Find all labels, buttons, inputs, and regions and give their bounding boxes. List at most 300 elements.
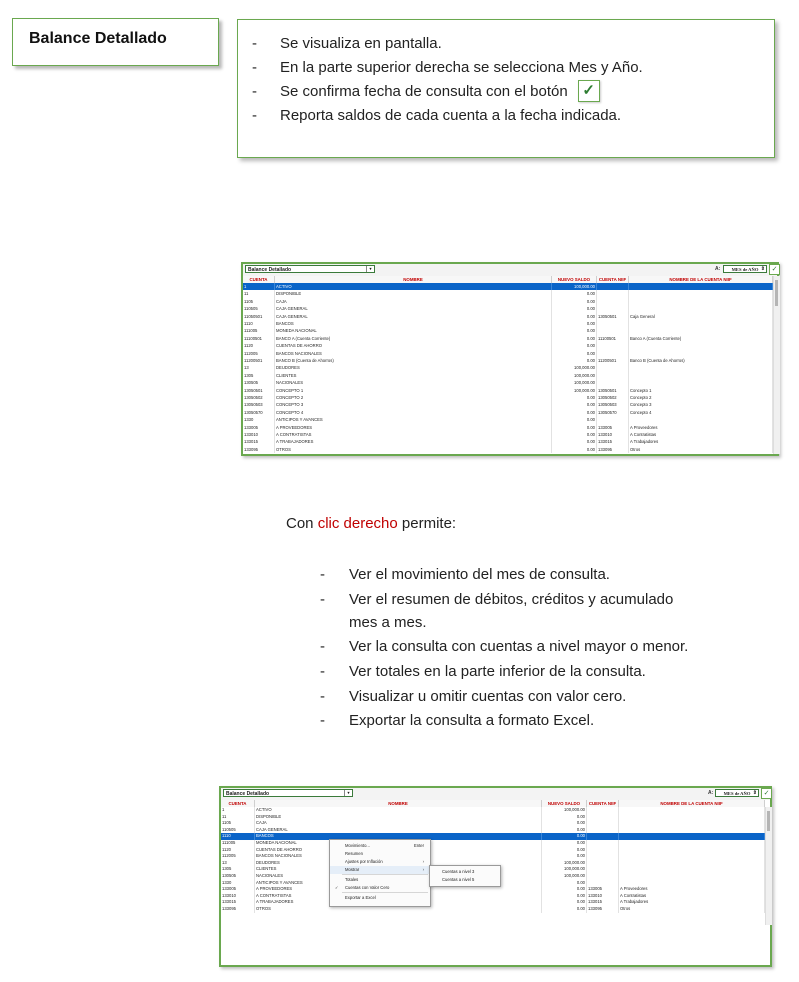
table-cell: A Proveedores [629, 424, 773, 431]
table-cell: 100,000.00 [542, 873, 587, 880]
table-cell: A CONTRATISTAS [255, 893, 542, 900]
table-row[interactable] [243, 357, 773, 364]
table-row[interactable] [221, 820, 765, 827]
item-text: mes a mes. [349, 614, 427, 631]
column-header[interactable]: CUENTA [243, 276, 275, 283]
month-year-field[interactable] [715, 789, 759, 797]
table-cell: 0.00 [552, 335, 597, 342]
table-cell: 0.00 [542, 880, 587, 887]
table-cell: ANTICIPOS Y AVANCES [275, 416, 552, 423]
context-menu-item[interactable] [330, 842, 430, 850]
table-cell: 100,000.00 [552, 379, 597, 386]
table-row[interactable] [243, 283, 773, 290]
date-label: A: [708, 790, 714, 796]
table-cell: Banco B (Cuenta de Ahorros) [629, 357, 773, 364]
table-cell: 13 [243, 364, 275, 371]
table-cell: 100,000.00 [552, 387, 597, 394]
table-cell [587, 860, 619, 867]
table-cell: 13050501 [597, 387, 629, 394]
table-cell: 130505 [243, 379, 275, 386]
table-cell: 133005 [243, 424, 275, 431]
check-icon: ✓ [578, 80, 600, 102]
table-cell: 1105 [221, 820, 255, 827]
table-cell: 0.00 [552, 313, 597, 320]
table-cell [587, 833, 619, 840]
table-cell: A PROVEEDORES [255, 886, 542, 893]
intro-emphasis: clic derecho [317, 515, 398, 532]
column-header[interactable]: NUEVO SALDO [542, 800, 587, 807]
report-selector-value: Balance Detallado [248, 267, 292, 273]
submenu-item[interactable] [430, 868, 500, 876]
window-toolbar [243, 264, 777, 276]
table-cell: DISPONIBLE [255, 814, 542, 821]
table-cell: 1330 [243, 416, 275, 423]
table-cell: ACTIVO [275, 283, 552, 290]
table-cell [597, 342, 629, 349]
table-cell: OTROS [275, 446, 552, 453]
context-menu [329, 839, 431, 907]
report-selector[interactable] [245, 265, 375, 273]
table-cell: BANCO A (Cuenta Corriente) [275, 335, 552, 342]
confirm-check-button[interactable]: ✓ [769, 264, 780, 275]
table-row[interactable] [243, 387, 773, 394]
context-menu-item[interactable] [330, 884, 430, 892]
context-menu-item[interactable] [330, 866, 430, 874]
menu-item-label: Resumen [345, 851, 363, 856]
column-header[interactable]: NOMBRE [255, 800, 542, 807]
table-cell [619, 847, 765, 854]
table-cell: 100,000.00 [552, 283, 597, 290]
table-cell: Concepto 2 [629, 394, 773, 401]
section-title: Balance Detallado [29, 30, 167, 47]
table-cell [629, 327, 773, 334]
table-row[interactable] [243, 313, 773, 320]
table-cell: 110505 [243, 305, 275, 312]
intro-text: permite: [397, 515, 457, 532]
table-cell [597, 350, 629, 357]
table-cell [597, 290, 629, 297]
table-cell: CAJA [275, 298, 552, 305]
table-cell [587, 814, 619, 821]
table-cell: 0.00 [542, 899, 587, 906]
table-cell: 1330 [221, 880, 255, 887]
table-cell: 0.00 [542, 840, 587, 847]
table-cell: 0.00 [552, 298, 597, 305]
table-cell [587, 880, 619, 887]
table-cell: A TRABAJADORES [275, 438, 552, 445]
column-header[interactable]: NUEVO SALDO [552, 276, 597, 283]
table-cell: CUENTAS DE AHORRO [255, 847, 542, 854]
table-cell: A TRABAJADORES [255, 899, 542, 906]
table-cell: 0.00 [542, 847, 587, 854]
table-row[interactable] [243, 379, 773, 386]
table-cell: 13050502 [243, 394, 275, 401]
table-cell: ACTIVO [255, 807, 542, 814]
table-cell [597, 372, 629, 379]
vertical-scrollbar[interactable] [765, 807, 772, 925]
intro-text: Con [286, 515, 318, 532]
table-cell [619, 827, 765, 834]
table-cell: 112005 [243, 350, 275, 357]
table-cell: OTROS [255, 906, 542, 913]
table-row[interactable] [243, 327, 773, 334]
table-cell: 133015 [221, 899, 255, 906]
chevron-right-icon: › [422, 867, 424, 872]
spinner-icon: ⇕ [752, 791, 757, 796]
table-cell: A PROVEEDORES [275, 424, 552, 431]
table-cell: 13050503 [243, 401, 275, 408]
table-cell [619, 814, 765, 821]
date-label: A: [715, 266, 721, 272]
table-cell: 0.00 [552, 327, 597, 334]
menu-item-label: Cuentas con Valor Cero [345, 885, 390, 890]
table-cell: CUENTAS DE AHORRO [275, 342, 552, 349]
context-menu-item[interactable] [330, 876, 430, 884]
table-cell: 11200501 [597, 357, 629, 364]
table-cell: CONCEPTO 4 [275, 409, 552, 416]
table-cell: 100,000.00 [542, 866, 587, 873]
menu-item-label: Mostrar [345, 867, 360, 872]
table-cell: Concepto 3 [629, 401, 773, 408]
table-cell: MONEDA NACIONAL [275, 327, 552, 334]
table-cell: 1110 [221, 833, 255, 840]
table-cell: 133010 [243, 431, 275, 438]
table-cell: 0.00 [552, 342, 597, 349]
table-cell: DEUDORES [275, 364, 552, 371]
table-cell [629, 290, 773, 297]
table-row[interactable] [243, 364, 773, 371]
table-cell: 0.00 [552, 416, 597, 423]
scrollbar-thumb[interactable] [775, 280, 778, 306]
description-item: - En la parte superior derecha se selecciona Mes y Año. [250, 56, 643, 80]
description-item: - Se visualiza en pantalla. [250, 32, 643, 56]
table-cell: 133015 [243, 438, 275, 445]
month-year-field[interactable] [723, 265, 767, 273]
table-cell: CAJA GENERAL [275, 305, 552, 312]
table-cell: 0.00 [552, 446, 597, 453]
chevron-down-icon: ▾ [366, 266, 374, 272]
table-cell: Concepto 4 [629, 409, 773, 416]
context-menu-item[interactable] [330, 850, 430, 858]
table-cell: 13050503 [597, 401, 629, 408]
table-cell: 13050501 [597, 313, 629, 320]
table-row[interactable] [243, 350, 773, 357]
table-cell: A CONTRATISTAS [275, 431, 552, 438]
table-cell [629, 305, 773, 312]
table-cell [629, 364, 773, 371]
table-cell [629, 379, 773, 386]
table-row[interactable] [221, 840, 765, 847]
description-item [250, 80, 643, 104]
table-cell: 133015 [597, 438, 629, 445]
table-cell [619, 807, 765, 814]
table-cell: 0.00 [552, 438, 597, 445]
table-cell [597, 305, 629, 312]
table-cell: 0.00 [552, 401, 597, 408]
table-cell [587, 820, 619, 827]
month-year-value: MES de AÑO [731, 267, 759, 272]
table-cell: BANCOS [255, 833, 542, 840]
confirm-check-button[interactable]: ✓ [761, 788, 772, 799]
window-toolbar [221, 788, 770, 800]
description-text: Se confirma fecha de consulta con el botón [280, 83, 568, 100]
right-click-intro [286, 515, 456, 532]
table-cell: 1305 [221, 866, 255, 873]
table-cell: NACIONALES [255, 873, 542, 880]
table-cell [597, 379, 629, 386]
table-row[interactable] [243, 320, 773, 327]
table-cell: 1105 [243, 298, 275, 305]
table-cell [629, 298, 773, 305]
table-cell: 13 [221, 860, 255, 867]
table-cell: 11 [221, 814, 255, 821]
item-text: Visualizar u omitir cuentas con valor cero. [349, 688, 627, 705]
table-row[interactable] [243, 416, 773, 423]
table-cell: 133095 [587, 906, 619, 913]
table-cell: CAJA [255, 820, 542, 827]
table-cell: 130505 [221, 873, 255, 880]
table-row[interactable] [243, 305, 773, 312]
context-submenu [429, 865, 501, 887]
table-cell: 111005 [221, 840, 255, 847]
table-cell: 0.00 [552, 424, 597, 431]
chevron-down-icon: ▾ [344, 790, 352, 796]
table-cell: 1120 [243, 342, 275, 349]
table-cell: 1 [221, 807, 255, 814]
table-cell [629, 320, 773, 327]
table-cell [619, 833, 765, 840]
table-cell [597, 416, 629, 423]
table-cell: 0.00 [552, 357, 597, 364]
table-cell: A Contratistas [619, 893, 765, 900]
table-cell: 0.00 [552, 431, 597, 438]
table-row[interactable] [243, 431, 773, 438]
table-cell [587, 807, 619, 814]
table-cell: 0.00 [542, 833, 587, 840]
context-menu-item[interactable] [330, 858, 430, 866]
table-cell [619, 853, 765, 860]
scrollbar-thumb[interactable] [767, 811, 770, 831]
balance-window-1 [241, 262, 779, 456]
table-cell: BANCO B (Cuenta de Ahorros) [275, 357, 552, 364]
column-header[interactable]: CUENTA [221, 800, 255, 807]
table-cell: Caja General [629, 313, 773, 320]
table-cell: 13050502 [597, 394, 629, 401]
table-cell [587, 840, 619, 847]
table-cell: DISPONIBLE [275, 290, 552, 297]
table-row[interactable] [221, 833, 765, 840]
report-selector-value: Balance Detallado [226, 791, 270, 797]
menu-item-label: Movimiento... [345, 843, 370, 848]
table-row[interactable] [221, 906, 765, 913]
column-header[interactable]: CUENTA NIIF [587, 800, 619, 807]
context-menu-item[interactable] [330, 894, 430, 902]
table-cell [619, 873, 765, 880]
table-cell: 133005 [597, 424, 629, 431]
table-cell: 133010 [597, 431, 629, 438]
table-cell [597, 283, 629, 290]
table-row[interactable] [221, 899, 765, 906]
column-header[interactable]: NOMBRE DE LA CUENTA NIIF [629, 276, 773, 283]
table-cell [587, 847, 619, 854]
table-cell: 110505 [221, 827, 255, 834]
table-row[interactable] [243, 401, 773, 408]
balance-window-2 [219, 786, 772, 967]
table-cell: 13050570 [597, 409, 629, 416]
table-row[interactable] [243, 438, 773, 445]
table-cell: 133005 [221, 886, 255, 893]
column-header[interactable]: NOMBRE [275, 276, 552, 283]
column-header[interactable]: CUENTA NIIF [597, 276, 629, 283]
table-cell: A Proveedores [619, 886, 765, 893]
table-cell: 11 [243, 290, 275, 297]
table-cell: Otros [629, 446, 773, 453]
description-item: - Reporta saldos de cada cuenta a la fecha indicada. [250, 104, 643, 128]
table-cell: 100,000.00 [542, 807, 587, 814]
table-cell: 133015 [587, 899, 619, 906]
table-cell [587, 853, 619, 860]
item-text: Ver totales en la parte inferior de la consulta. [349, 663, 646, 680]
table-cell: 0.00 [552, 394, 597, 401]
table-cell: BANCOS NACIONALES [255, 853, 542, 860]
menu-item-label: Exportar a Excel [345, 895, 376, 900]
table-cell: 111005 [243, 327, 275, 334]
menu-item-label: Totales [345, 877, 359, 882]
table-row[interactable] [243, 290, 773, 297]
table-cell: 1305 [243, 372, 275, 379]
table-row[interactable] [243, 335, 773, 342]
table-cell: 0.00 [542, 814, 587, 821]
table-cell: CAJA GENERAL [275, 313, 552, 320]
table-cell: CONCEPTO 3 [275, 401, 552, 408]
table-cell: 100,000.00 [542, 860, 587, 867]
report-selector[interactable] [223, 789, 353, 797]
month-year-value: MES de AÑO [723, 791, 751, 796]
menu-separator [342, 874, 428, 875]
table-row[interactable] [243, 298, 773, 305]
table-cell: MONEDA NACIONAL [255, 840, 542, 847]
table-row[interactable] [221, 893, 765, 900]
table-row[interactable] [221, 807, 765, 814]
table-row[interactable] [243, 342, 773, 349]
table-cell: CLIENTES [275, 372, 552, 379]
table-cell: ANTICIPOS Y AVANCES [255, 880, 542, 887]
spinner-icon: ⇕ [760, 267, 765, 272]
table-cell: 1120 [221, 847, 255, 854]
table-cell [597, 364, 629, 371]
table-cell: 133095 [221, 906, 255, 913]
table-row[interactable] [221, 886, 765, 893]
section-title-box [12, 18, 219, 66]
table-cell: 0.00 [542, 827, 587, 834]
table-cell: 112005 [221, 853, 255, 860]
table-cell [597, 320, 629, 327]
table-row[interactable] [243, 446, 773, 453]
menu-item-label: Ajustes por Inflación [345, 859, 383, 864]
table-cell: BANCOS NACIONALES [275, 350, 552, 357]
table-cell: 0.00 [542, 886, 587, 893]
chevron-right-icon: › [422, 859, 424, 864]
description-box [237, 19, 775, 158]
table-cell: 0.00 [542, 893, 587, 900]
table-cell: DEUDORES [255, 860, 542, 867]
table-cell: 1110 [243, 320, 275, 327]
table-row[interactable] [221, 827, 765, 834]
table-cell: CAJA GENERAL [255, 827, 542, 834]
table-cell: 133010 [221, 893, 255, 900]
table-cell: 11100501 [243, 335, 275, 342]
table-cell: CONCEPTO 1 [275, 387, 552, 394]
table-row[interactable] [243, 394, 773, 401]
table-cell [619, 866, 765, 873]
table-cell [619, 840, 765, 847]
table-row[interactable] [221, 814, 765, 821]
column-header[interactable]: NOMBRE DE LA CUENTA NIIF [619, 800, 765, 807]
table-cell [597, 298, 629, 305]
table-cell [629, 372, 773, 379]
table-header [243, 276, 777, 283]
table-cell [587, 827, 619, 834]
table-cell: Otros [619, 906, 765, 913]
table-cell: 0.00 [552, 320, 597, 327]
table-cell: 100,000.00 [552, 372, 597, 379]
table-cell: 11100501 [597, 335, 629, 342]
item-text: Exportar la consulta a formato Excel. [349, 712, 595, 729]
table-row[interactable] [243, 372, 773, 379]
table-cell: NACIONALES [275, 379, 552, 386]
table-cell [629, 342, 773, 349]
table-row[interactable] [221, 853, 765, 860]
table-cell: BANCOS [275, 320, 552, 327]
table-cell [629, 350, 773, 357]
table-cell: 133095 [597, 446, 629, 453]
table-row[interactable] [221, 847, 765, 854]
table-cell: 0.00 [542, 853, 587, 860]
table-cell: 133005 [587, 886, 619, 893]
table-cell [587, 866, 619, 873]
menu-item-label: Cuentas a nivel 5 [442, 877, 475, 882]
table-cell: 0.00 [542, 820, 587, 827]
table-cell: 0.00 [552, 290, 597, 297]
check-icon: ✓ [335, 885, 339, 890]
vertical-scrollbar[interactable] [773, 276, 780, 454]
table-cell: 1 [243, 283, 275, 290]
menu-item-label: Cuentas a nivel 3 [442, 869, 475, 874]
table-cell [619, 880, 765, 887]
table-cell: 133095 [243, 446, 275, 453]
item-text: Ver el resumen de débitos, créditos y acumulado [349, 591, 674, 608]
table-row[interactable] [243, 424, 773, 431]
table-row[interactable] [243, 409, 773, 416]
table-cell [597, 327, 629, 334]
table-cell: 0.00 [552, 305, 597, 312]
item-text: Ver el movimiento del mes de consulta. [349, 566, 610, 583]
table-cell [587, 873, 619, 880]
table-cell [619, 820, 765, 827]
menu-shortcut: Enter [413, 843, 424, 848]
table-cell: Banco A (Cuenta Corriente) [629, 335, 773, 342]
table-cell: 0.00 [552, 350, 597, 357]
table-cell: CONCEPTO 2 [275, 394, 552, 401]
description-list [250, 32, 643, 128]
menu-separator [342, 892, 428, 893]
table-cell [629, 283, 773, 290]
submenu-item[interactable] [430, 876, 500, 884]
table-header [221, 800, 770, 807]
table-cell [619, 860, 765, 867]
table-cell: 0.00 [542, 906, 587, 913]
table-cell: CLIENTES [255, 866, 542, 873]
